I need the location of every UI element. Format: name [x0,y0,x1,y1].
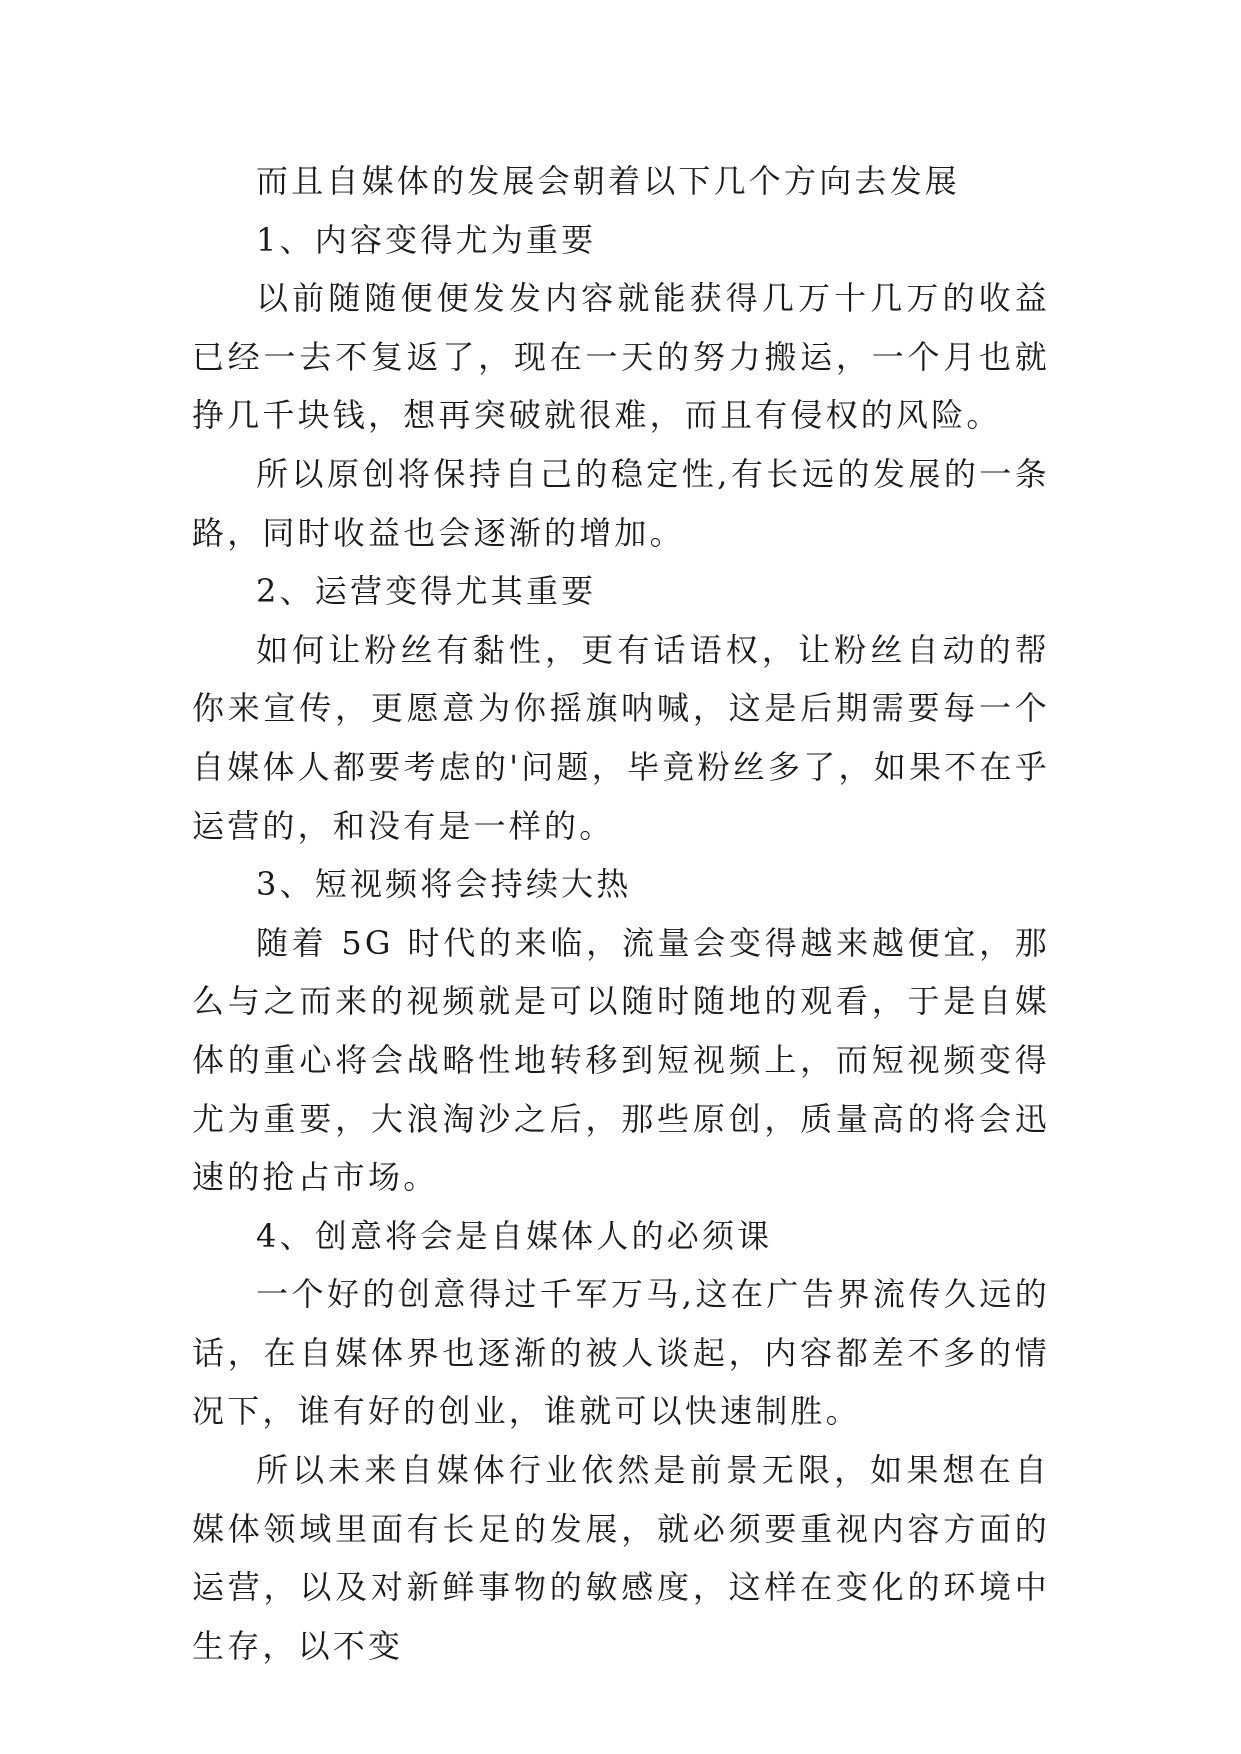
heading-point-3: 3、短视频将会持续大热 [256,865,632,904]
paragraph: 随着 5G 时代的来临，流量会变得越来越便宜，那么与之而来的视频就是可以随时随地的观看，于是自媒体的重心将会战略性地转移到短视频上，而短视频变得尤为重要，大浪淘沙之后，那些原创，质量高的将会迅速的抢占市场。 [192,923,1050,1197]
heading-point-1: 1、内容变得尤为重要 [256,220,597,259]
document-body [192,152,1050,1675]
paragraph-conclusion: 所以未来自媒体行业依然是前景无限，如果想在自媒体领域里面有长足的发展，就必须要重视内容方面的运营，以及对新鲜事物的敏感度，这样在变化的环境中生存，以不变 [192,1451,1050,1665]
paragraph: 所以原创将保持自己的稳定性,有长远的发展的一条路，同时收益也会逐渐的增加。 [192,454,1050,552]
paragraph: 以前随随便便发发内容就能获得几万十几万的收益已经一去不复返了，现在一天的努力搬运，一个月也就挣几千块钱，想再突破就很难，而且有侵权的风险。 [192,279,1050,435]
paragraph: 一个好的创意得过千军万马,这在广告界流传久远的话，在自媒体界也逐渐的被人谈起，内容都差不多的情况下，谁有好的创业，谁就可以快速制胜。 [192,1275,1050,1431]
heading-point-2: 2、运营变得尤其重要 [256,572,597,611]
paragraph: 如何让粉丝有黏性，更有话语权，让粉丝自动的帮你来宣传，更愿意为你摇旗呐喊，这是后期需要每一个自媒体人都要考虑的'问题，毕竟粉丝多了，如果不在乎运营的，和没有是一样的。 [192,630,1050,845]
paragraph-intro: 而且自媒体的发展会朝着以下几个方向去发展 [256,162,961,200]
heading-point-4: 4、创意将会是自媒体人的必须课 [256,1216,773,1255]
